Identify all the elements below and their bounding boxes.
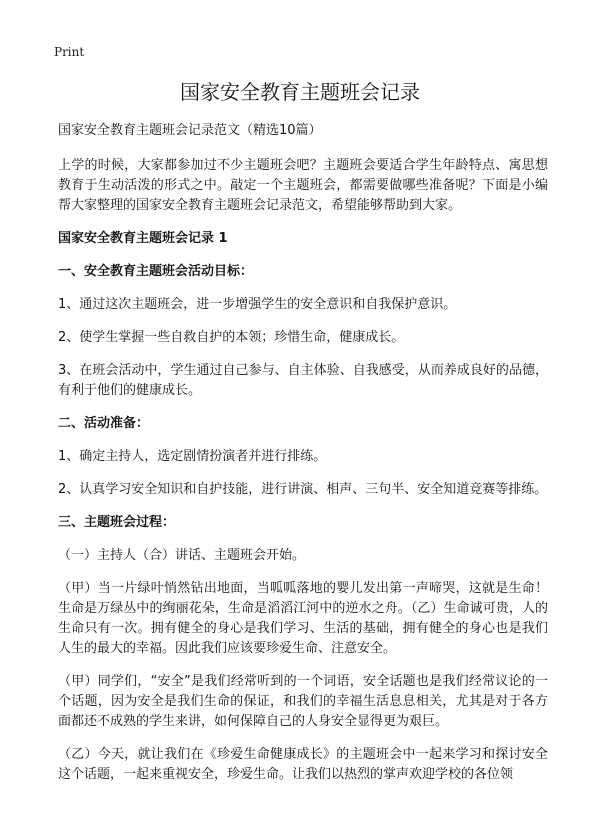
process-paragraph-1: （一）主持人（合）讲话、主题班会开始。 (58, 548, 306, 563)
document-title: 国家安全教育主题班会记录 (180, 80, 420, 104)
prep-item-2: 2、认真学习安全知识和自护技能，进行讲演、相声、三句半、安全知道竞赛等排练。 (58, 482, 548, 497)
print-label: Print (54, 45, 85, 59)
process-paragraph-3: （甲）同学们，“安全”是我们经常听到的一个词语，安全话题也是我们经常议论的一个话题，因为安全是我们生命的保证，和我们的幸福生活息息相关，尤其是对于各方面都还不成熟的学生来讲，如何保障自己的人身安全显得更为艰巨。 (58, 674, 548, 729)
process-paragraph-2: （甲）当一片绿叶悄然钻出地面，当呱呱落地的婴儿发出第一声啼哭，这就是生命！生命是万绿丛中的绚丽花朵，生命是滔滔江河中的逆水之舟。（乙）生命诚可贵，人的生命只有一次。拥有健全的身心是我们学习、生活的基础，拥有健全的身心也是我们人生的最大的幸福。因此我们应该要珍爱生命、注意安全。 (58, 581, 548, 656)
process-paragraph-4: （乙）今天，就让我们在《珍爱生命健康成长》的主题班会中一起来学习和探讨安全这个话题，一起来重视安全，珍爱生命。让我们以热烈的掌声欢迎学校的各位领 (58, 747, 548, 782)
document-body (58, 121, 548, 798)
prep-item-1: 1、确定主持人，选定剧情扮演者并进行排练。 (58, 449, 327, 464)
section-heading-preparation: 二、活动准备： (58, 416, 150, 431)
goal-item-1: 1、通过这次主题班会，进一步增强学生的安全意识和自我保护意识。 (58, 297, 457, 312)
section-heading-process: 三、主题班会过程： (58, 515, 176, 530)
goal-item-3: 3、在班会活动中，学生通过自己参与、自主体验、自我感受，从而养成良好的品德，有利于他们的健康成长。 (58, 363, 548, 398)
section-heading-goals: 一、安全教育主题班会活动目标： (58, 264, 254, 279)
document-subtitle: 国家安全教育主题班会记录范文（精选10篇） (58, 123, 322, 138)
record-heading: 国家安全教育主题班会记录 1 (58, 231, 228, 246)
goal-item-2: 2、使学生掌握一些自救自护的本领；珍惜生命，健康成长。 (58, 330, 405, 345)
intro-paragraph: 上学的时候，大家都参加过不少主题班会吧？主题班会要适合学生年龄特点、寓思想教育于生动活泼的形式之中。敲定一个主题班会，都需要做哪些准备呢？下面是小编帮大家整理的国家安全教育主题班会记录范文，希望能够帮助到大家。 (58, 158, 548, 213)
